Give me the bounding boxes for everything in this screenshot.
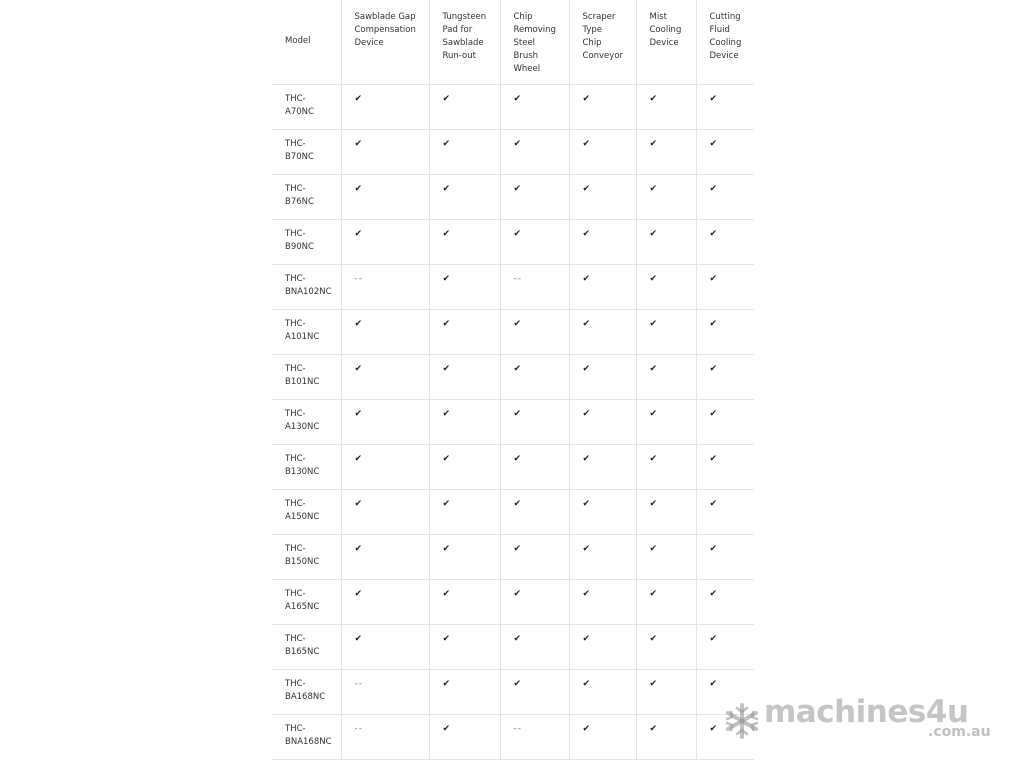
- table-row: [272, 354, 754, 399]
- feature-cell: [569, 84, 636, 129]
- check-icon: ✔: [513, 633, 522, 644]
- model-cell: [272, 579, 341, 624]
- feature-cell: [500, 399, 569, 444]
- feature-cell: [569, 624, 636, 669]
- feature-cell: [636, 489, 696, 534]
- feature-cell: [500, 309, 569, 354]
- not-available-mark: --: [354, 723, 363, 734]
- check-icon: ✔: [442, 183, 451, 194]
- feature-cell: [341, 309, 429, 354]
- check-icon: ✔: [582, 318, 591, 329]
- feature-cell: [429, 84, 500, 129]
- model-name: THC- A130NC: [285, 408, 320, 432]
- check-icon: ✔: [442, 588, 451, 599]
- check-icon: ✔: [709, 363, 718, 374]
- feature-cell: [636, 309, 696, 354]
- model-cell: [272, 489, 341, 534]
- feature-cell: [569, 579, 636, 624]
- table-row: [272, 489, 754, 534]
- check-icon: ✔: [442, 723, 451, 734]
- check-icon: ✔: [709, 228, 718, 239]
- feature-cell: [341, 579, 429, 624]
- check-icon: ✔: [582, 183, 591, 194]
- check-icon: ✔: [709, 453, 718, 464]
- model-name: THC- B70NC: [285, 138, 314, 162]
- feature-cell: [636, 624, 696, 669]
- check-icon: ✔: [354, 408, 363, 419]
- check-icon: ✔: [442, 363, 451, 374]
- column-header: [429, 0, 500, 84]
- model-cell: [272, 84, 341, 129]
- feature-cell: [341, 264, 429, 309]
- check-icon: ✔: [354, 138, 363, 149]
- check-icon: ✔: [649, 228, 658, 239]
- feature-cell: [500, 264, 569, 309]
- model-cell: [272, 219, 341, 264]
- feature-cell: [500, 84, 569, 129]
- check-icon: ✔: [442, 273, 451, 284]
- check-icon: ✔: [442, 228, 451, 239]
- check-icon: ✔: [513, 93, 522, 104]
- model-cell: [272, 669, 341, 714]
- model-name: THC- A70NC: [285, 93, 314, 117]
- feature-cell: [341, 669, 429, 714]
- check-icon: ✔: [513, 318, 522, 329]
- column-header-label: Sawblade Gap Compensation Device: [354, 12, 416, 48]
- table-row: [272, 309, 754, 354]
- feature-cell: [636, 579, 696, 624]
- check-icon: ✔: [354, 453, 363, 464]
- feature-cell: [636, 444, 696, 489]
- model-name: THC- B150NC: [285, 543, 320, 567]
- check-icon: ✔: [582, 678, 591, 689]
- check-icon: ✔: [649, 723, 658, 734]
- model-cell: [272, 174, 341, 219]
- check-icon: ✔: [709, 273, 718, 284]
- model-name: THC- BNA168NC: [285, 723, 332, 747]
- table-row: [272, 669, 754, 714]
- check-icon: ✔: [709, 93, 718, 104]
- feature-cell: [429, 309, 500, 354]
- feature-cell: [636, 399, 696, 444]
- check-icon: ✔: [649, 183, 658, 194]
- feature-cell: [636, 84, 696, 129]
- check-icon: ✔: [513, 543, 522, 554]
- check-icon: ✔: [442, 408, 451, 419]
- feature-cell: [341, 129, 429, 174]
- model-cell: [272, 534, 341, 579]
- check-icon: ✔: [649, 453, 658, 464]
- check-icon: ✔: [709, 633, 718, 644]
- model-name: THC- B165NC: [285, 633, 320, 657]
- machines4u-watermark: [722, 694, 992, 744]
- check-icon: ✔: [649, 318, 658, 329]
- check-icon: ✔: [709, 183, 718, 194]
- model-cell: [272, 444, 341, 489]
- model-cell: [272, 354, 341, 399]
- check-icon: ✔: [582, 498, 591, 509]
- feature-cell: [636, 354, 696, 399]
- column-header: [569, 0, 636, 84]
- check-icon: ✔: [513, 678, 522, 689]
- feature-cell: [429, 399, 500, 444]
- check-icon: ✔: [442, 318, 451, 329]
- feature-cell: [341, 534, 429, 579]
- feature-cell: [569, 264, 636, 309]
- feature-cell: [696, 534, 754, 579]
- model-name: THC- A165NC: [285, 588, 320, 612]
- feature-cell: [696, 399, 754, 444]
- feature-cell: [569, 129, 636, 174]
- feature-cell: [429, 534, 500, 579]
- feature-cell: [696, 84, 754, 129]
- model-cell: [272, 129, 341, 174]
- feature-cell: [341, 714, 429, 759]
- not-available-mark: --: [354, 273, 363, 284]
- check-icon: ✔: [513, 228, 522, 239]
- not-available-mark: --: [354, 678, 363, 689]
- feature-cell: [569, 309, 636, 354]
- table-row: [272, 534, 754, 579]
- feature-cell: [429, 579, 500, 624]
- feature-cell: [500, 714, 569, 759]
- model-name: THC- B130NC: [285, 453, 320, 477]
- check-icon: ✔: [582, 453, 591, 464]
- feature-cell: [696, 354, 754, 399]
- feature-cell: [500, 129, 569, 174]
- check-icon: ✔: [649, 408, 658, 419]
- table-row: [272, 624, 754, 669]
- feature-cell: [429, 669, 500, 714]
- feature-cell: [429, 264, 500, 309]
- model-name: THC- B76NC: [285, 183, 314, 207]
- table-row: [272, 219, 754, 264]
- feature-cell: [636, 129, 696, 174]
- feature-cell: [500, 579, 569, 624]
- check-icon: ✔: [649, 93, 658, 104]
- table-row: [272, 129, 754, 174]
- check-icon: ✔: [649, 273, 658, 284]
- model-cell: [272, 399, 341, 444]
- check-icon: ✔: [709, 318, 718, 329]
- check-icon: ✔: [709, 408, 718, 419]
- feature-cell: [636, 669, 696, 714]
- check-icon: ✔: [709, 138, 718, 149]
- model-cell: [272, 624, 341, 669]
- column-header-label: Chip Removing Steel Brush Wheel: [513, 12, 556, 74]
- feature-cell: [636, 219, 696, 264]
- feature-cell: [341, 174, 429, 219]
- column-header: [500, 0, 569, 84]
- check-icon: ✔: [582, 363, 591, 374]
- check-icon: ✔: [582, 588, 591, 599]
- accessory-spec-table: [272, 0, 754, 760]
- feature-cell: [341, 354, 429, 399]
- feature-cell: [429, 444, 500, 489]
- feature-cell: [500, 174, 569, 219]
- model-name: THC- A101NC: [285, 318, 320, 342]
- check-icon: ✔: [442, 93, 451, 104]
- check-icon: ✔: [442, 138, 451, 149]
- feature-cell: [569, 489, 636, 534]
- column-header: [341, 0, 429, 84]
- feature-cell: [429, 714, 500, 759]
- check-icon: ✔: [354, 498, 363, 509]
- check-icon: ✔: [442, 633, 451, 644]
- check-icon: ✔: [649, 138, 658, 149]
- check-icon: ✔: [513, 588, 522, 599]
- feature-cell: [696, 129, 754, 174]
- feature-cell: [696, 174, 754, 219]
- check-icon: ✔: [709, 678, 718, 689]
- check-icon: ✔: [649, 363, 658, 374]
- check-icon: ✔: [582, 93, 591, 104]
- feature-cell: [636, 714, 696, 759]
- check-icon: ✔: [354, 633, 363, 644]
- watermark-domain: .com.au: [928, 724, 991, 740]
- table-header-row: [272, 0, 754, 84]
- feature-cell: [500, 444, 569, 489]
- feature-cell: [341, 84, 429, 129]
- check-icon: ✔: [513, 183, 522, 194]
- table-row: [272, 399, 754, 444]
- feature-cell: [569, 399, 636, 444]
- check-icon: ✔: [582, 543, 591, 554]
- check-icon: ✔: [649, 588, 658, 599]
- feature-cell: [696, 489, 754, 534]
- feature-cell: [696, 579, 754, 624]
- feature-cell: [500, 669, 569, 714]
- column-header: [636, 0, 696, 84]
- model-name: THC- B101NC: [285, 363, 320, 387]
- column-header-label: Scraper Type Chip Conveyor: [582, 12, 624, 61]
- feature-cell: [500, 624, 569, 669]
- watermark-brand: machines4u: [764, 694, 969, 730]
- feature-cell: [569, 669, 636, 714]
- feature-cell: [569, 174, 636, 219]
- check-icon: ✔: [649, 498, 658, 509]
- column-header: [696, 0, 754, 84]
- feature-cell: [636, 534, 696, 579]
- check-icon: ✔: [649, 633, 658, 644]
- check-icon: ✔: [582, 273, 591, 284]
- check-icon: ✔: [354, 543, 363, 554]
- check-icon: ✔: [513, 498, 522, 509]
- table-row: [272, 174, 754, 219]
- check-icon: ✔: [513, 138, 522, 149]
- feature-cell: [341, 624, 429, 669]
- check-icon: ✔: [513, 363, 522, 374]
- feature-cell: [636, 264, 696, 309]
- check-icon: ✔: [709, 498, 718, 509]
- table-row: [272, 444, 754, 489]
- feature-cell: [569, 219, 636, 264]
- feature-cell: [500, 534, 569, 579]
- table-row: [272, 264, 754, 309]
- check-icon: ✔: [582, 228, 591, 239]
- check-icon: ✔: [582, 408, 591, 419]
- check-icon: ✔: [649, 543, 658, 554]
- not-available-mark: --: [513, 273, 522, 284]
- feature-cell: [696, 624, 754, 669]
- feature-cell: [500, 489, 569, 534]
- feature-cell: [429, 489, 500, 534]
- not-available-mark: --: [513, 723, 522, 734]
- model-cell: [272, 309, 341, 354]
- check-icon: ✔: [442, 543, 451, 554]
- column-header-model: [272, 0, 341, 84]
- table-row: [272, 579, 754, 624]
- feature-cell: [696, 309, 754, 354]
- column-header-label: Model: [285, 36, 311, 47]
- feature-cell: [341, 444, 429, 489]
- column-header-label: Mist Cooling Device: [649, 12, 682, 48]
- table-row: [272, 714, 754, 759]
- check-icon: ✔: [582, 723, 591, 734]
- check-icon: ✔: [709, 723, 718, 734]
- feature-cell: [429, 129, 500, 174]
- check-icon: ✔: [582, 138, 591, 149]
- check-icon: ✔: [709, 588, 718, 599]
- feature-cell: [569, 714, 636, 759]
- model-name: THC- A150NC: [285, 498, 320, 522]
- feature-cell: [696, 219, 754, 264]
- check-icon: ✔: [354, 228, 363, 239]
- check-icon: ✔: [582, 633, 591, 644]
- check-icon: ✔: [513, 408, 522, 419]
- feature-cell: [569, 534, 636, 579]
- feature-cell: [429, 174, 500, 219]
- check-icon: ✔: [442, 453, 451, 464]
- check-icon: ✔: [354, 363, 363, 374]
- table-row: [272, 84, 754, 129]
- feature-cell: [341, 489, 429, 534]
- model-cell: [272, 264, 341, 309]
- model-name: THC- B90NC: [285, 228, 314, 252]
- feature-cell: [429, 354, 500, 399]
- check-icon: ✔: [354, 318, 363, 329]
- check-icon: ✔: [442, 678, 451, 689]
- check-icon: ✔: [513, 453, 522, 464]
- feature-cell: [429, 624, 500, 669]
- feature-cell: [569, 444, 636, 489]
- feature-cell: [429, 219, 500, 264]
- column-header-label: Cutting Fluid Cooling Device: [709, 12, 742, 61]
- column-header-label: Tungsteen Pad for Sawblade Run-out: [442, 12, 487, 61]
- check-icon: ✔: [354, 183, 363, 194]
- feature-cell: [500, 354, 569, 399]
- snowflake-star-icon: [722, 701, 762, 741]
- feature-cell: [500, 219, 569, 264]
- model-name: THC- BNA102NC: [285, 273, 332, 297]
- check-icon: ✔: [709, 543, 718, 554]
- table-body: [272, 84, 754, 759]
- check-icon: ✔: [354, 588, 363, 599]
- feature-cell: [636, 174, 696, 219]
- check-icon: ✔: [354, 93, 363, 104]
- check-icon: ✔: [442, 498, 451, 509]
- feature-cell: [341, 399, 429, 444]
- check-icon: ✔: [649, 678, 658, 689]
- feature-cell: [569, 354, 636, 399]
- model-cell: [272, 714, 341, 759]
- feature-cell: [696, 444, 754, 489]
- feature-cell: [341, 219, 429, 264]
- feature-cell: [696, 264, 754, 309]
- model-name: THC- BA168NC: [285, 678, 326, 702]
